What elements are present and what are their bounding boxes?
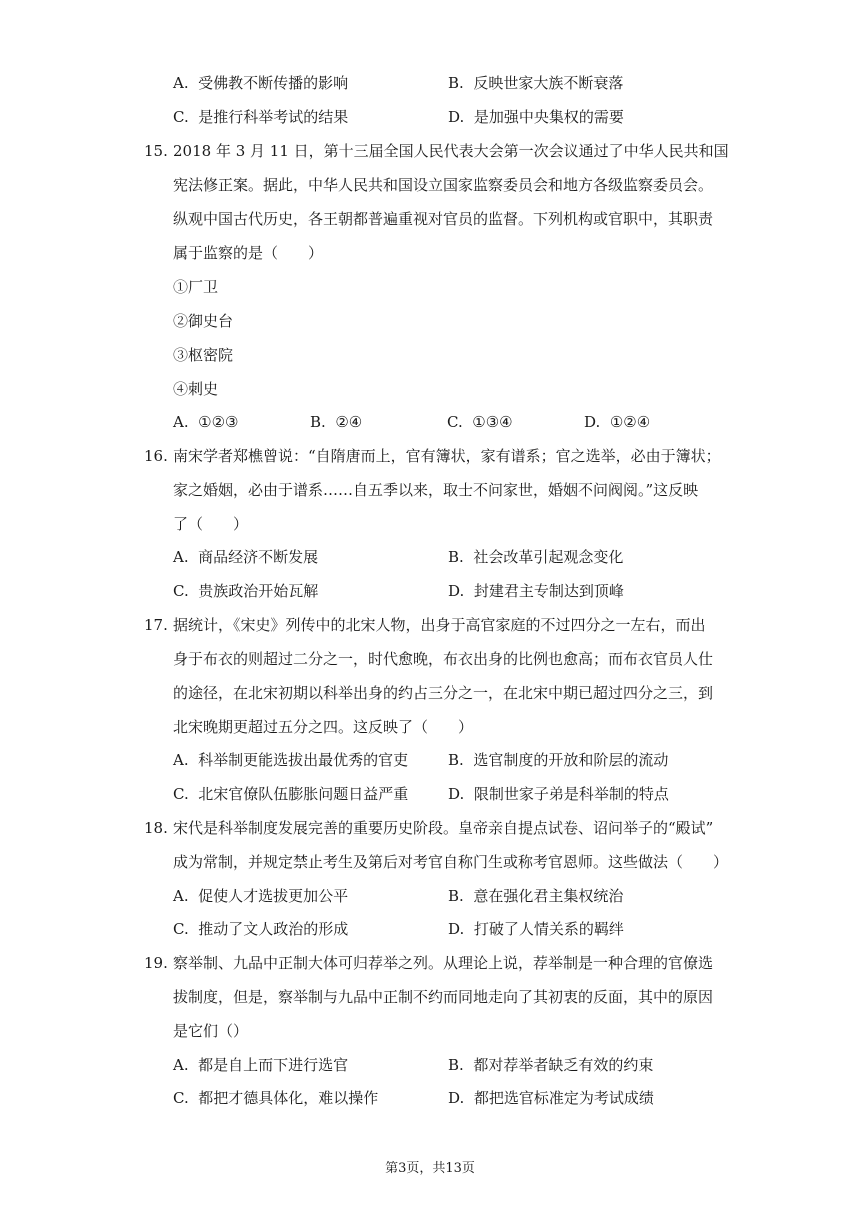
q16-stem-line: 家之婚姻，必由于谱系……自五季以来，取士不问家世，婚姻不问阀阅。”这反映	[173, 481, 699, 499]
q17-stem-line: 身于布衣的则超过二分之一，时代愈晚，布衣出身的比例也愈高；而布衣官员人仕	[173, 650, 714, 668]
q18-option-d: D. 打破了人情关系的羁绊	[448, 920, 624, 938]
q18-stem-line: 宋代是科举制度发展完善的重要历史阶段。皇帝亲自提点试卷、诏问举子的“殿试”	[173, 819, 714, 837]
q17-option-d: D. 限制世家子弟是科举制的特点	[448, 785, 669, 803]
q15-option-c: C. ①③④	[447, 413, 513, 431]
q15-option-d: D. ①②④	[584, 413, 651, 431]
q17-stem-line: 的途径，在北宋初期以科举出身的约占三分之一，在北宋中期已超过四分之三，到	[173, 684, 714, 702]
q15-option-b: B. ②④	[310, 413, 363, 431]
q15-number: 15.	[144, 142, 168, 160]
q16-number: 16.	[144, 447, 168, 465]
q19-option-c: C. 都把才德具体化，难以操作	[173, 1089, 379, 1107]
page-number-footer: 第3页，共13页	[385, 1161, 475, 1176]
q19-stem-line: 是它们（）	[173, 1022, 249, 1040]
q19-stem-line: 拔制度，但是，察举制与九品中正制不约而同地走向了其初衷的反面，其中的原因	[173, 988, 714, 1006]
q17-stem-line: 据统计，《宋史》列传中的北宋人物，出身于高官家庭的不过四分之一左右，而出	[173, 616, 706, 634]
q19-option-b: B. 都对荐举者缺乏有效的约束	[448, 1056, 654, 1074]
q15-stem-line: 宪法修正案。据此，中华人民共和国设立国家监察委员会和地方各级监察委员会。	[173, 176, 714, 194]
q18-option-a: A. 促使人才选拔更加公平	[173, 887, 349, 905]
q15-item: ④刺史	[173, 380, 219, 398]
q17-option-b: B. 选官制度的开放和阶层的流动	[448, 751, 669, 769]
q14-option-a: A. 受佛教不断传播的影响	[173, 74, 349, 92]
q15-stem-line: 2018 年 3 月 11 日，第十三届全国人民代表大会第一次会议通过了中华人民共和国	[173, 142, 729, 160]
q15-item: ①厂卫	[173, 278, 219, 296]
q19-number: 19.	[144, 954, 168, 972]
q17-stem-line: 北宋晚期更超过五分之四。这反映了（ ）	[173, 718, 474, 736]
q19-option-a: A. 都是自上而下进行选官	[173, 1056, 349, 1074]
q15-option-a: A. ①②③	[173, 413, 239, 431]
q18-number: 18.	[144, 819, 168, 837]
q18-option-b: B. 意在强化君主集权统治	[448, 887, 624, 905]
q19-option-d: D. 都把选官标准定为考试成绩	[448, 1089, 654, 1107]
q15-item: ②御史台	[173, 312, 234, 330]
q19-stem-line: 察举制、九品中正制大体可归荐举之列。从理论上说，荐举制是一种合理的官僚选	[173, 954, 714, 972]
q18-stem-line: 成为常制，并规定禁止考生及第后对考官自称门生或称考官恩师。这些做法（ ）	[173, 853, 729, 871]
q14-option-b: B. 反映世家大族不断衰落	[448, 74, 624, 92]
q14-option-d: D. 是加强中央集权的需要	[448, 108, 624, 126]
q16-stem-line: 了（ ）	[173, 515, 249, 533]
q16-option-d: D. 封建君主专制达到顶峰	[448, 582, 624, 600]
q16-option-b: B. 社会改革引起观念变化	[448, 548, 624, 566]
q17-number: 17.	[144, 616, 168, 634]
q14-option-c: C. 是推行科举考试的结果	[173, 108, 349, 126]
q15-item: ③枢密院	[173, 346, 234, 364]
q16-option-a: A. 商品经济不断发展	[173, 548, 319, 566]
q16-option-c: C. 贵族政治开始瓦解	[173, 582, 319, 600]
q18-option-c: C. 推动了文人政治的形成	[173, 920, 349, 938]
q17-option-a: A. 科举制更能选拔出最优秀的官吏	[173, 751, 409, 769]
q15-stem-line: 纵观中国古代历史，各王朝都普遍重视对官员的监督。下列机构或官职中，其职责	[173, 210, 714, 228]
q16-stem-line: 南宋学者郑樵曾说：“自隋唐而上，官有簿状，家有谱系；官之选举，必由于簿状；	[173, 447, 721, 465]
q15-stem-line: 属于监察的是（ ）	[173, 244, 324, 262]
q17-option-c: C. 北宋官僚队伍膨胀问题日益严重	[173, 785, 409, 803]
